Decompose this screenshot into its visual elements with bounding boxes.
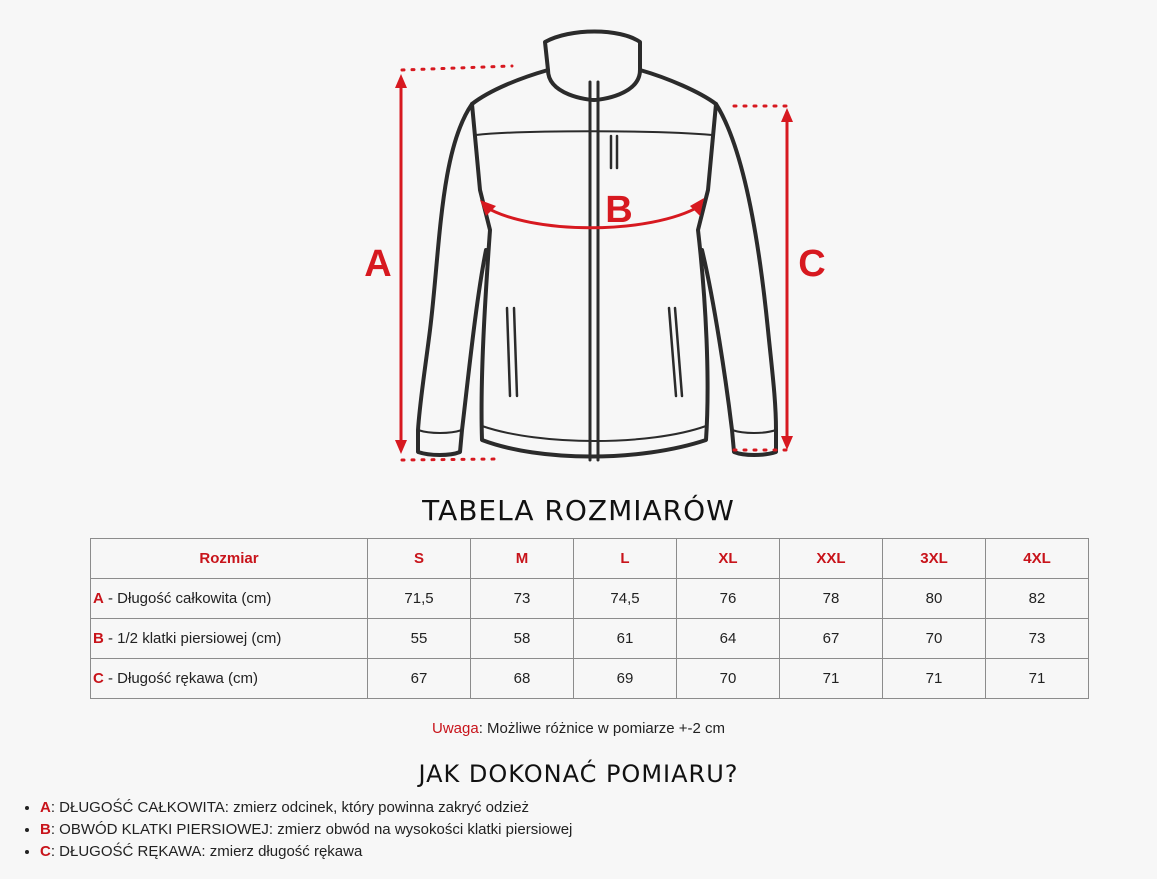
row-text: - Długość całkowita (cm) [103,590,272,607]
cell-m: 68 [471,659,574,699]
cell-3xl: 70 [883,619,986,659]
row-letter: A [93,590,104,607]
header-xl: XL [677,539,780,579]
measure-a-dotted-bottom [402,459,498,460]
item-text: : DŁUGOŚĆ CAŁKOWITA: zmierz odcinek, który powinna zakryć odzież [50,799,530,816]
measure-c-arrow-top [781,108,793,122]
note-prefix: Uwaga [431,720,479,737]
jacket-left-pocket [507,308,517,396]
cell-s: 55 [368,619,471,659]
howto-title: JAK DOKONAĆ POMIARU? [418,760,739,788]
table-row [91,659,1089,699]
measure-a-dotted-top [402,66,512,70]
measure-b-arrow-left [480,200,496,216]
cell-xl: 64 [677,619,780,659]
cell-4xl: 82 [986,579,1089,619]
jacket-body-outline [472,70,716,457]
item-text: : OBWÓD KLATKI PIERSIOWEJ: zmierz obwód na wysokości klatki piersiowej [50,821,573,838]
cell-l: 74,5 [574,579,677,619]
cell-3xl: 71 [883,659,986,699]
jacket-illustration [340,20,840,480]
item-letter: B [40,821,51,838]
row-text: - Długość rękawa (cm) [103,670,259,687]
item-letter: A [40,799,51,816]
jacket-right-pocket [669,308,682,396]
jacket-right-cuff [732,430,776,433]
header-3xl: 3XL [883,539,986,579]
measurement-note [0,720,1157,737]
page-title: TABELA ROZMIARÓW [422,494,735,527]
item-letter: C [40,843,51,860]
table-row [91,619,1089,659]
cell-l: 69 [574,659,677,699]
cell-m: 58 [471,619,574,659]
jacket-chest-pocket [611,136,617,168]
header-l: L [574,539,677,579]
table-header-row [91,539,1089,579]
jacket-zipper [590,82,598,460]
list-item [40,797,572,819]
cell-xxl: 67 [780,619,883,659]
measure-a-arrow-bottom [395,440,407,454]
header-s: S [368,539,471,579]
note-text: : Możliwe różnice w pomiarze +-2 cm [478,720,726,737]
row-label [91,659,368,699]
label-b: B [605,189,633,231]
cell-s: 71,5 [368,579,471,619]
row-text: - 1/2 klatki piersiowej (cm) [103,630,282,647]
cell-s: 67 [368,659,471,699]
cell-l: 61 [574,619,677,659]
cell-4xl: 73 [986,619,1089,659]
jacket-collar [545,32,640,101]
jacket-hem [482,426,706,441]
howto-list [20,797,572,863]
row-label [91,619,368,659]
list-item [40,841,572,863]
cell-xxl: 71 [780,659,883,699]
label-a: A [364,243,392,285]
cell-m: 73 [471,579,574,619]
row-letter: C [93,670,104,687]
list-item [40,819,572,841]
label-c: C [798,243,826,285]
measure-c-arrow-bottom [781,436,793,450]
measure-a-arrow-top [395,74,407,88]
cell-4xl: 71 [986,659,1089,699]
cell-xxl: 78 [780,579,883,619]
row-label [91,579,368,619]
cell-3xl: 80 [883,579,986,619]
header-xxl: XXL [780,539,883,579]
table-row [91,579,1089,619]
cell-xl: 70 [677,659,780,699]
size-table [90,538,1089,699]
header-size: Rozmiar [91,539,368,579]
item-text: : DŁUGOŚĆ RĘKAWA: zmierz długość rękawa [50,843,363,860]
header-m: M [471,539,574,579]
jacket-yoke [476,131,712,135]
cell-xl: 76 [677,579,780,619]
header-4xl: 4XL [986,539,1089,579]
row-letter: B [93,630,104,647]
measure-b-curve [484,206,700,228]
jacket-diagram [340,20,840,480]
jacket-left-cuff [418,430,462,433]
